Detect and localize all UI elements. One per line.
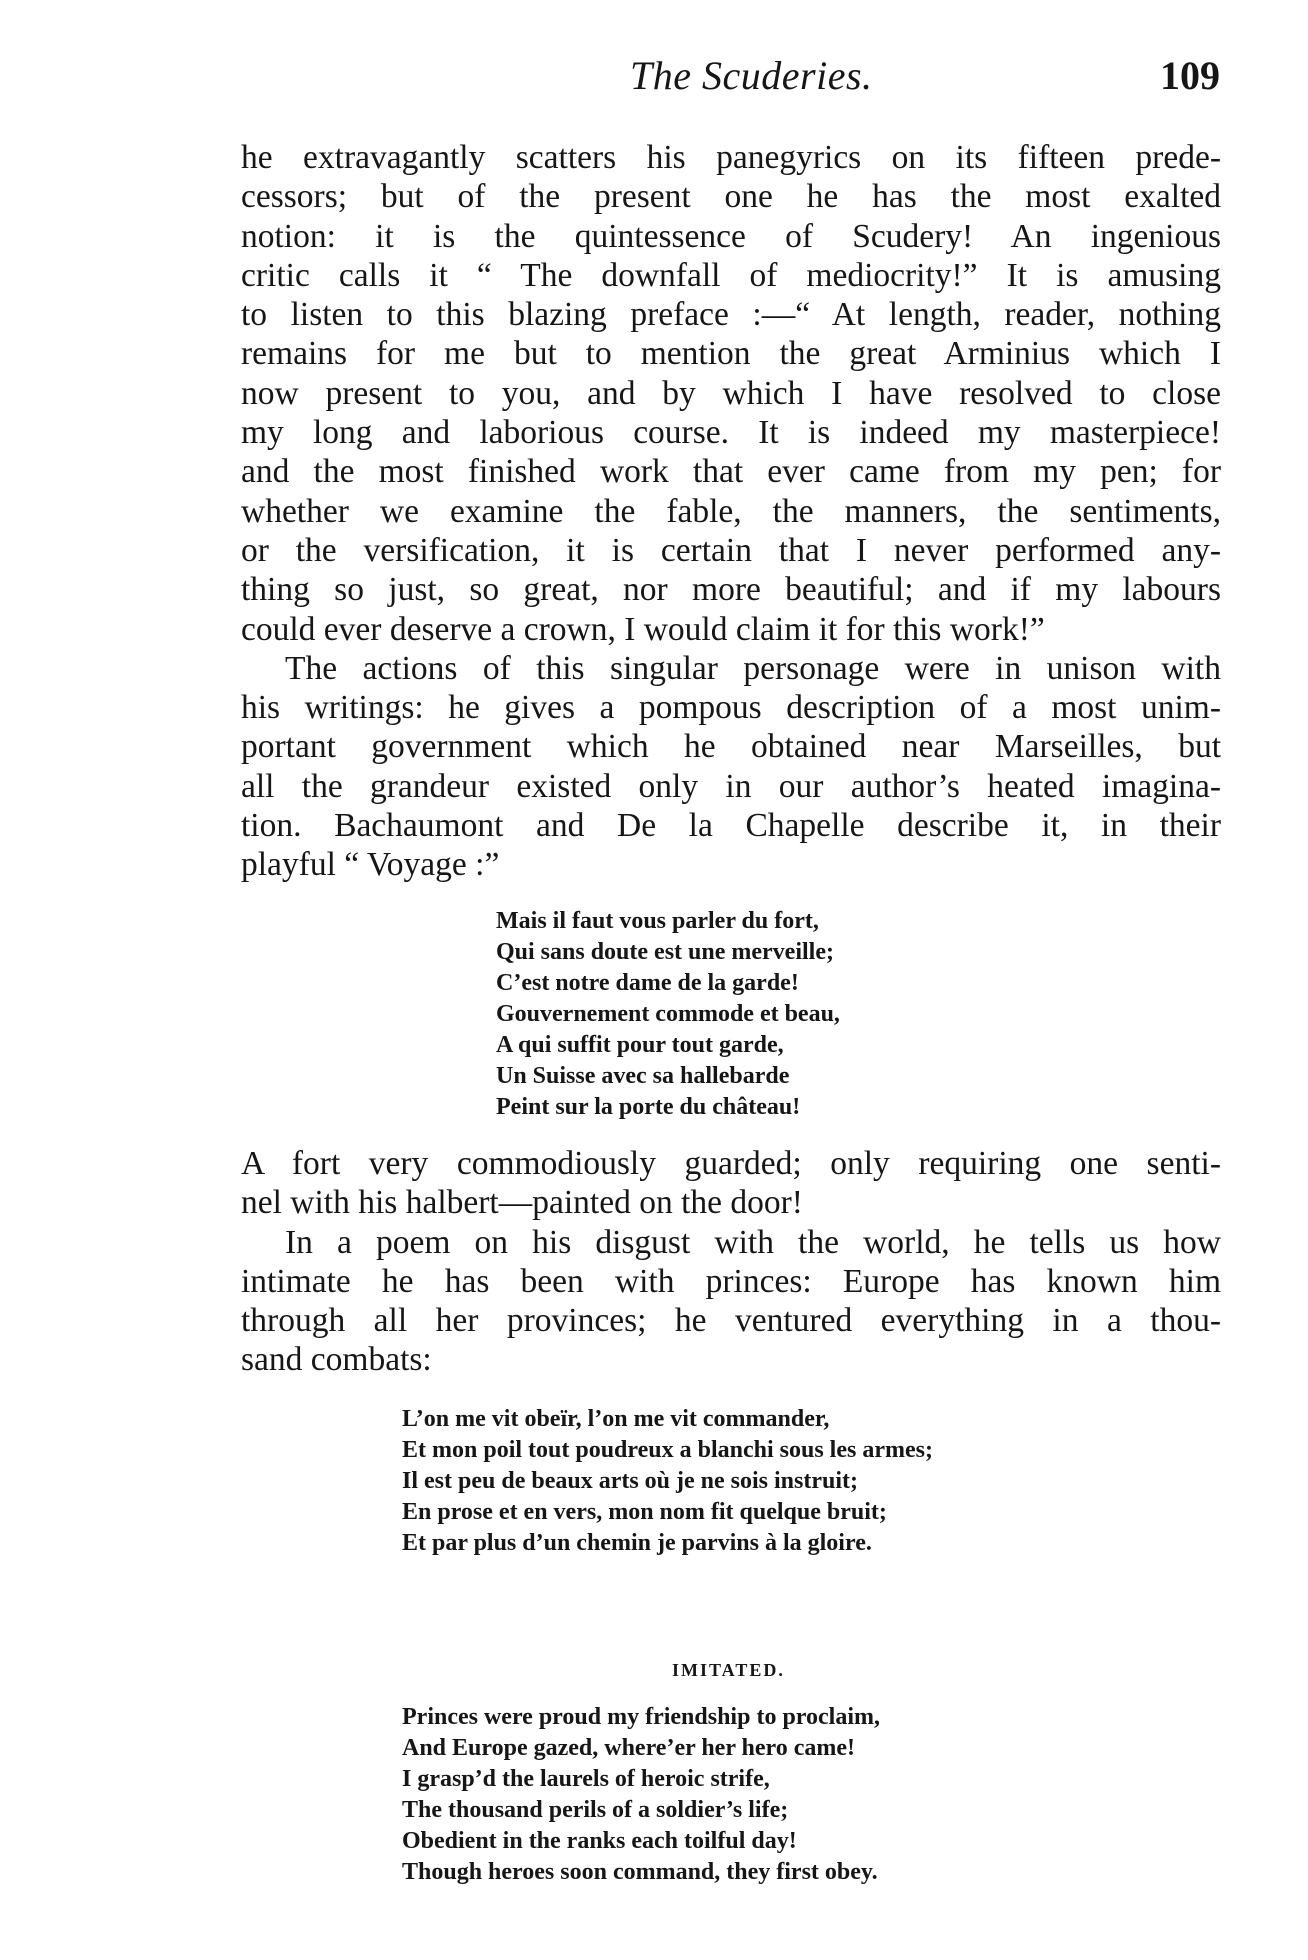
body-text-2 [241, 1144, 1221, 1380]
verse-line: I grasp’d the laurels of heroic strife, [402, 1766, 770, 1792]
verse-line: The thousand perils of a soldier’s life; [402, 1797, 789, 1823]
running-title: The Scuderies. [630, 53, 873, 98]
verse-line: Et par plus d’un chemin je parvins à la gloire. [402, 1530, 872, 1556]
text-line: now present to you, and by which I have resolved to close [241, 374, 1221, 412]
text-line: critic calls it “ The downfall of mediocrity!” It is amusing [241, 256, 1221, 294]
text-line: all the grandeur existed only in our author’s heated imagina- [241, 767, 1221, 805]
verse-line: L’on me vit obeïr, l’on me vit commander, [402, 1406, 830, 1432]
text-line: notion: it is the quintessence of Scudery! An ingenious [241, 217, 1221, 255]
paragraph-4 [241, 1223, 1221, 1380]
text-line: nel with his halbert—painted on the door! [241, 1184, 803, 1222]
verse-line: Princes were proud my friendship to proclaim, [402, 1704, 880, 1730]
text-line: and the most finished work that ever came from my pen; for [241, 453, 1221, 491]
text-line: playful “ Voyage :” [241, 846, 500, 884]
text-line: intimate he has been with princes: Europe has known him [241, 1262, 1221, 1300]
text-line: whether we examine the fable, the manners, the sentiments, [241, 492, 1221, 530]
text-line: he extravagantly scatters his panegyrics on its fifteen prede- [241, 139, 1221, 176]
verse-line: Peint sur la porte du château! [496, 1094, 801, 1120]
text-line: thing so just, so great, nor more beautiful; and if my labours [241, 571, 1221, 609]
verse-line: Il est peu de beaux arts où je ne sois instruit; [402, 1468, 859, 1494]
verse-line: En prose et en vers, mon nom fit quelque bruit; [402, 1499, 887, 1525]
paragraph-2 [241, 649, 1221, 885]
verse-line: Mais il faut vous parler du fort, [496, 908, 819, 934]
text-line: A fort very commodiously guarded; only requiring one senti- [241, 1145, 1221, 1182]
paragraph-3 [241, 1144, 1221, 1223]
verse-line: Obedient in the ranks each toilful day! [402, 1828, 797, 1854]
text-line: to listen to this blazing preface :—“ At length, reader, nothing [241, 296, 1221, 334]
verse-line: A qui suffit pour tout garde, [496, 1032, 784, 1058]
text-line: his writings: he gives a pompous description of a most unim- [241, 689, 1221, 727]
text-line: could ever deserve a crown, I would claim it for this work!” [241, 610, 1045, 648]
text-line: remains for me but to mention the great Arminius which I [241, 335, 1221, 373]
verse-line: Though heroes soon command, they first obey. [402, 1859, 878, 1885]
body-text [241, 138, 1221, 885]
verse-line: Qui sans doute est une merveille; [496, 939, 834, 965]
text-line: cessors; but of the present one he has the most exalted [241, 178, 1221, 216]
verse-line: Et mon poil tout poudreux a blanchi sous les armes; [402, 1437, 933, 1463]
verse-line: C’est notre dame de la garde! [496, 970, 799, 996]
verse-line: And Europe gazed, where’er her hero came! [402, 1735, 856, 1761]
verse-line: Gouvernement commode et beau, [496, 1001, 840, 1027]
text-line: In a poem on his disgust with the world, he tells us how [285, 1223, 1221, 1261]
text-line: sand combats: [241, 1341, 432, 1379]
english-verse-imitated [402, 1702, 880, 1888]
text-line: through all her provinces; he ventured everything in a thou- [241, 1302, 1221, 1340]
imitated-heading: IMITATED. [672, 1660, 785, 1680]
verse-line: Un Suisse avec sa hallebarde [496, 1063, 790, 1089]
french-verse-fort [496, 906, 840, 1123]
text-line: tion. Bachaumont and De la Chapelle describe it, in their [241, 807, 1221, 845]
page-header [600, 52, 1220, 112]
french-verse-gloire [402, 1404, 933, 1559]
text-line: or the versification, it is certain that I never performed any- [241, 531, 1221, 569]
paragraph-1 [241, 138, 1221, 649]
text-line: portant government which he obtained near Marseilles, but [241, 728, 1221, 766]
text-line: The actions of this singular personage were in unison with [285, 649, 1221, 687]
page-number: 109 [1160, 53, 1220, 98]
text-line: my long and laborious course. It is indeed my masterpiece! [241, 414, 1221, 452]
